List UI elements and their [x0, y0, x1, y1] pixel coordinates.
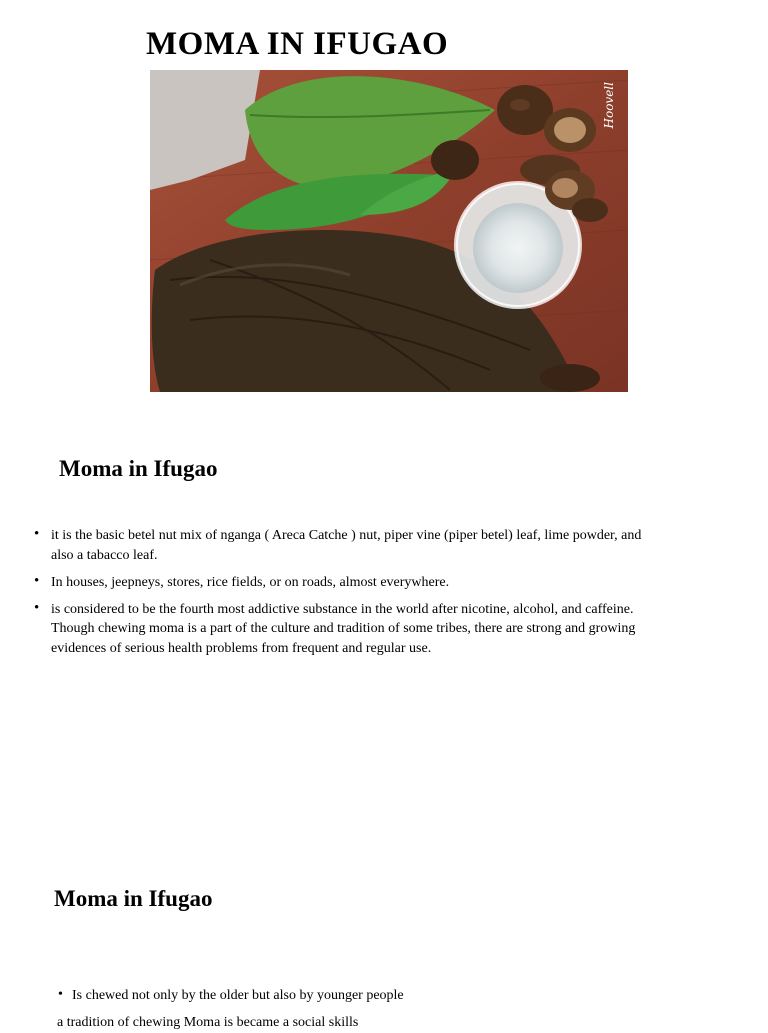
- slide-title: MOMA IN IFUGAO: [146, 26, 449, 62]
- list-item: • it is the basic betel nut mix of nganga ( Areca Catche ) nut, piper vine (piper betel) leaf, lime powder, and also a tabacco leaf.: [34, 526, 654, 565]
- bullet-list: [34, 526, 654, 666]
- list-item: • Is chewed not only by the older but also by younger people: [58, 986, 404, 1006]
- photo-watermark: Hoovell: [602, 82, 616, 129]
- list-item: • In houses, jeepneys, stores, rice fields, or on roads, almost everywhere.: [34, 573, 654, 593]
- moma-ingredients-photo: [150, 70, 628, 392]
- section-heading: Moma in Ifugao: [54, 886, 213, 911]
- section-heading: Moma in Ifugao: [59, 456, 218, 481]
- list-item: • is considered to be the fourth most addictive substance in the world after nicotine, alcohol, and caffeine. Though chewing moma is a part of the culture and tradition of some tribes, there are strong and growing evidences of serious health problems from frequent and regular use.: [34, 600, 654, 659]
- body-text: a tradition of chewing Moma is became a social skills: [57, 1015, 359, 1030]
